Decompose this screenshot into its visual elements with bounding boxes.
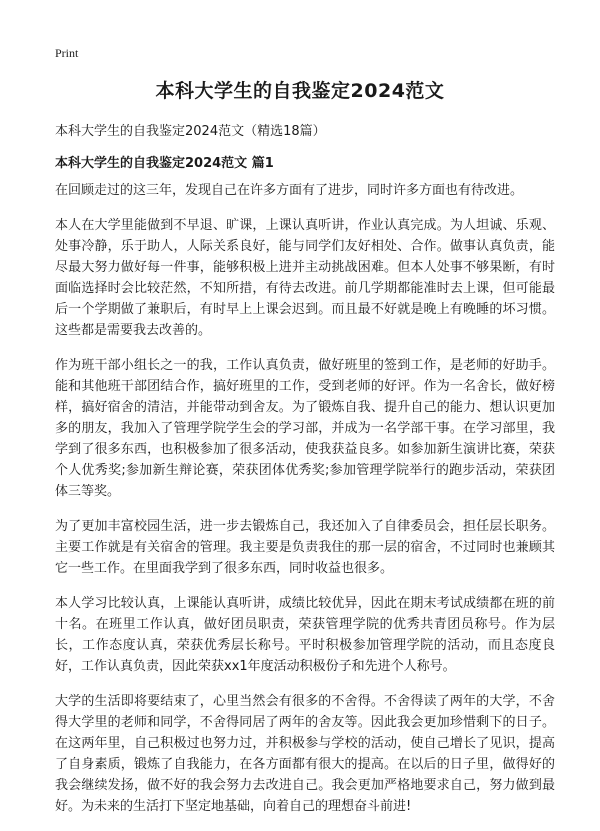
document-subtitle: 本科大学生的自我鉴定2024范文（精选18篇） [55, 124, 326, 139]
print-link[interactable]: Print [55, 46, 79, 60]
paragraph: 本人学习比较认真，上课能认真听讲，成绩比较优异，因此在期末考试成绩都在班的前十名。在班里工作认真，做好团员职责，荣获管理学院的优秀共青团员称号。作为层长，工作态度认真，荣获优秀层长称号。平时积极参加管理学院的活动，而且态度良好，工作认真负责，因此荣获xx1年度活动积极份子和先进个人称号。 [55, 596, 555, 674]
page-title: 本科大学生的自我鉴定2024范文 [155, 80, 445, 102]
article-body [55, 180, 555, 831]
paragraph: 作为班干部小组长之一的我，工作认真负责，做好班里的签到工作，是老师的好助手。能和其他班干部团结合作，搞好班里的工作，受到老师的好评。作为一名舍长，做好榜样，搞好宿舍的清洁，并能带动到舍友。为了锻炼自我、提升自己的能力、想认识更加多的朋友，我加入了管理学院学生会的学习部，并成为一名学部干事。在学习部里，我学到了很多东西，也积极参加了很多活动，使我获益良多。如参加新生演讲比赛，荣获个人优秀奖;参加新生辩论赛，荣获团体优秀奖;参加管理学院举行的跑步活动，荣获团体三等奖。 [55, 358, 555, 499]
paragraph: 本人在大学里能做到不早退、旷课，上课认真听讲，作业认真完成。为人坦诚、乐观、处事冷静，乐于助人，人际关系良好，能与同学们友好相处、合作。做事认真负责，能尽最大努力做好每一件事，能够积极上进并主动挑战困难。但本人处事不够果断，有时面临选择时会比较茫然，不知所措，有待去改进。前几学期都能准时去上课，但可能最后一个学期做了兼职后，有时早上上课会迟到。而且最不好就是晚上有晚睡的坏习惯。这些都是需要我去改善的。 [55, 218, 555, 338]
paragraph: 为了更加丰富校园生活，进一步去锻炼自己，我还加入了自律委员会，担任层长职务。主要工作就是有关宿舍的管理。我主要是负责我住的那一层的宿舍，不过同时也兼顾其它一些工作。在里面我学到了很多东西，同时收益也很多。 [55, 519, 555, 576]
paragraph: 大学的生活即将要结束了，心里当然会有很多的不舍得。不舍得读了两年的大学，不舍得大学里的老师和同学，不舍得同居了两年的舍友等。因此我会更加珍惜剩下的日子。在这两年里，自己积极过也努力过，并积极参与学校的活动，使自己增长了见识，提高了自身素质，锻炼了自我能力，在各方面都有很大的提高。在以后的日子里，做得好的我会继续发扬，做不好的我会努力去改进自己。我会更加严格地要求自己，努力做到最好。为未来的生活打下坚定地基础，向着自己的理想奋斗前进! [55, 694, 555, 814]
paragraph: 在回顾走过的这三年，发现自己在许多方面有了进步，同时许多方面也有待改进。 [55, 183, 524, 198]
section-heading: 本科大学生的自我鉴定2024范文 篇1 [55, 156, 274, 171]
